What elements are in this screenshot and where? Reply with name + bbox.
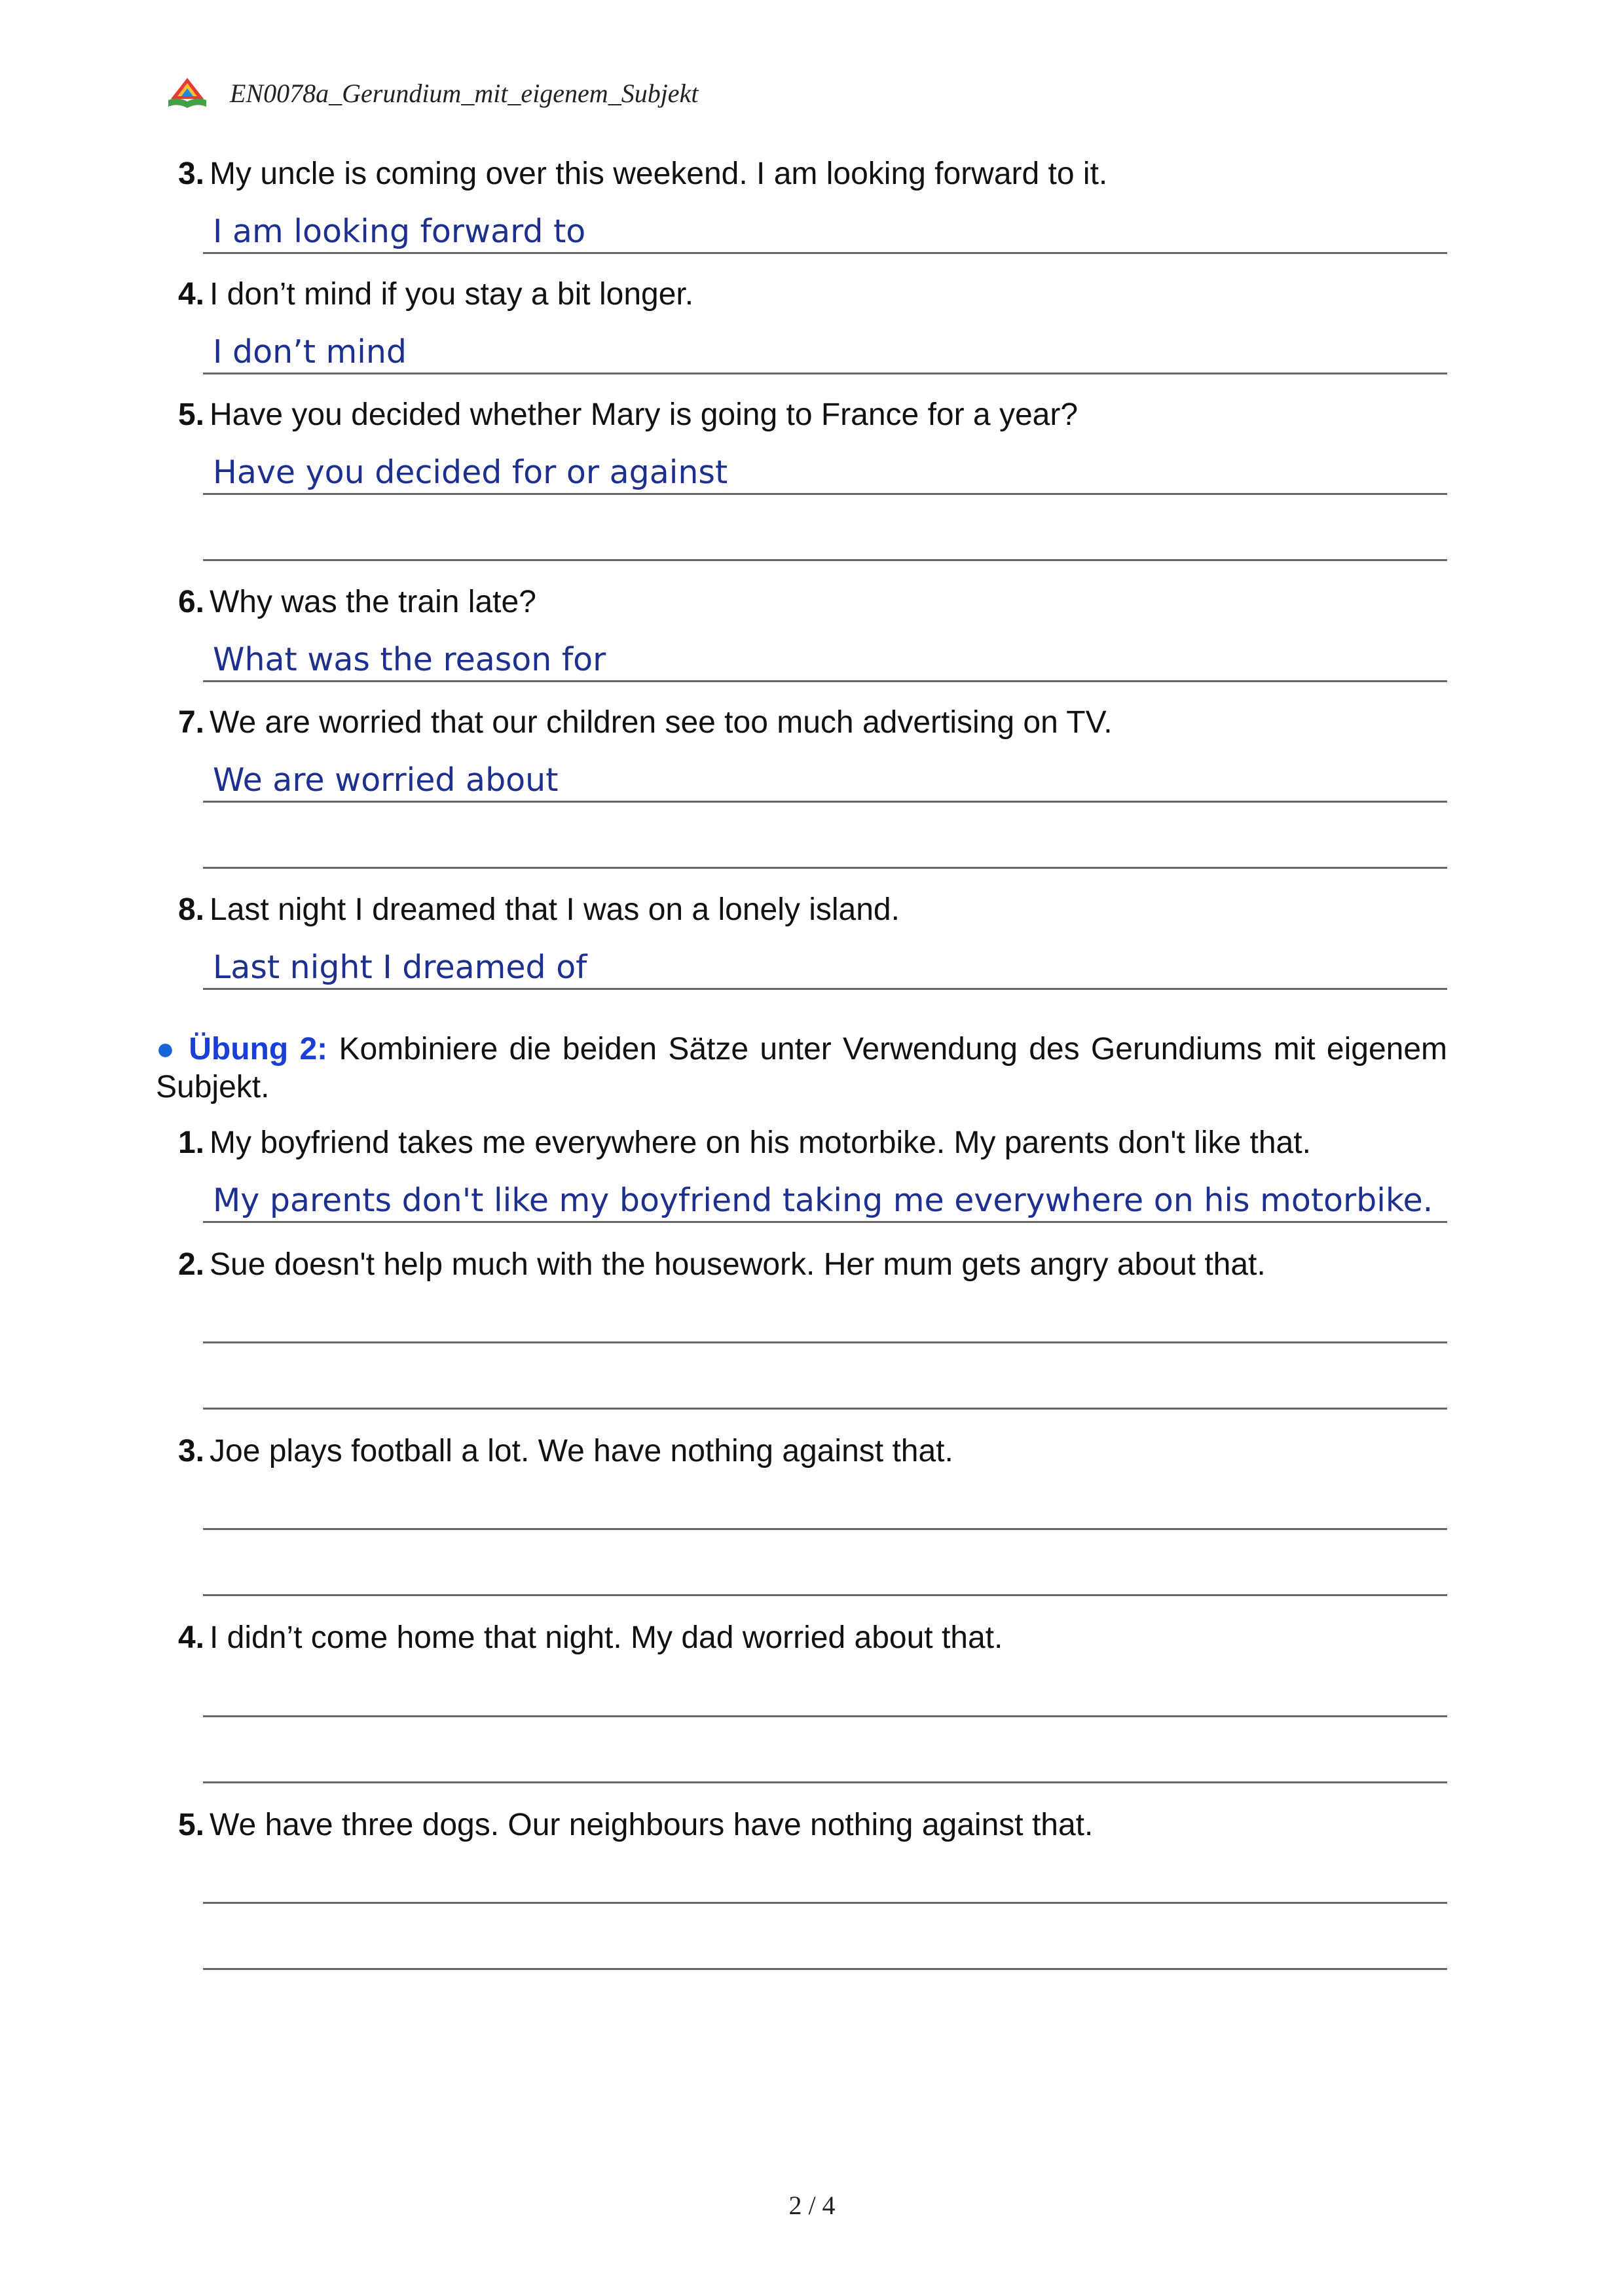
answer-line[interactable] bbox=[203, 1594, 1447, 1596]
page-number: 2 / 4 bbox=[788, 2191, 836, 2220]
answer-line[interactable] bbox=[203, 1221, 1447, 1223]
answer-line[interactable] bbox=[203, 559, 1447, 561]
answer-line[interactable] bbox=[203, 1968, 1447, 1970]
answer-line[interactable] bbox=[203, 373, 1447, 374]
answer-line[interactable] bbox=[203, 1902, 1447, 1904]
exercise2-instruction: Kombiniere die beiden Sätze unter Verwendung des Gerundiums mit eigenem Subjekt. bbox=[156, 1032, 1448, 1104]
answer-line[interactable] bbox=[203, 680, 1447, 682]
exercise2-question-4: 4. I didn’t come home that night. My dad worried about that. bbox=[177, 1620, 1003, 1655]
exercise1-answer-4[interactable]: I don’t mind bbox=[213, 333, 407, 371]
answer-line[interactable] bbox=[203, 493, 1447, 495]
exercise2-question-3: 3. Joe plays football a lot. We have nothing against that. bbox=[177, 1434, 953, 1468]
answer-line[interactable] bbox=[203, 867, 1447, 869]
exercise1-question-3: 3. My uncle is coming over this weekend. I am looking forward to it. bbox=[177, 156, 1108, 191]
exercise1-answer-8[interactable]: Last night I dreamed of bbox=[213, 949, 587, 986]
answer-line[interactable] bbox=[203, 252, 1447, 254]
exercise1-question-7: 7. We are worried that our children see too much advertising on TV. bbox=[177, 705, 1113, 740]
exercise2-label: Übung 2: bbox=[189, 1032, 328, 1066]
book-logo-icon bbox=[167, 77, 208, 109]
page-header bbox=[167, 73, 698, 113]
exercise1-answer-3[interactable]: I am looking forward to bbox=[213, 213, 586, 250]
exercise1-question-4: 4. I don’t mind if you stay a bit longer. bbox=[177, 277, 694, 312]
exercise2-question-5: 5. We have three dogs. Our neighbours have nothing against that. bbox=[177, 1808, 1094, 1842]
exercise2-question-2: 2. Sue doesn't help much with the housework. Her mum gets angry about that. bbox=[177, 1247, 1266, 1282]
answer-line[interactable] bbox=[203, 1715, 1447, 1717]
answer-line[interactable] bbox=[203, 1341, 1447, 1343]
exercise2-question-1: 1. My boyfriend takes me everywhere on his motorbike. My parents don't like that. bbox=[177, 1125, 1311, 1160]
answer-line[interactable] bbox=[203, 1781, 1447, 1783]
exercise1-answer-7[interactable]: We are worried about bbox=[213, 761, 559, 799]
answer-line[interactable] bbox=[203, 1408, 1447, 1410]
exercise1-answer-5[interactable]: Have you decided for or against bbox=[213, 454, 728, 491]
answer-line[interactable] bbox=[203, 988, 1447, 990]
exercise1-question-8: 8. Last night I dreamed that I was on a lonely island. bbox=[177, 892, 900, 927]
answer-line[interactable] bbox=[203, 801, 1447, 803]
exercise2-heading bbox=[156, 1030, 1447, 1106]
exercise2-answer-1[interactable]: My parents don't like my boyfriend taking me everywhere on his motorbike. bbox=[213, 1182, 1433, 1219]
exercise1-question-6: 6. Why was the train late? bbox=[177, 585, 536, 619]
exercise1-question-5: 5. Have you decided whether Mary is going to France for a year? bbox=[177, 397, 1079, 432]
document-title: EN0078a_Gerundium_mit_eigenem_Subjekt bbox=[230, 78, 699, 108]
answer-line[interactable] bbox=[203, 1528, 1447, 1530]
bullet-icon: ● bbox=[156, 1032, 177, 1066]
exercise1-answer-6[interactable]: What was the reason for bbox=[213, 641, 606, 678]
